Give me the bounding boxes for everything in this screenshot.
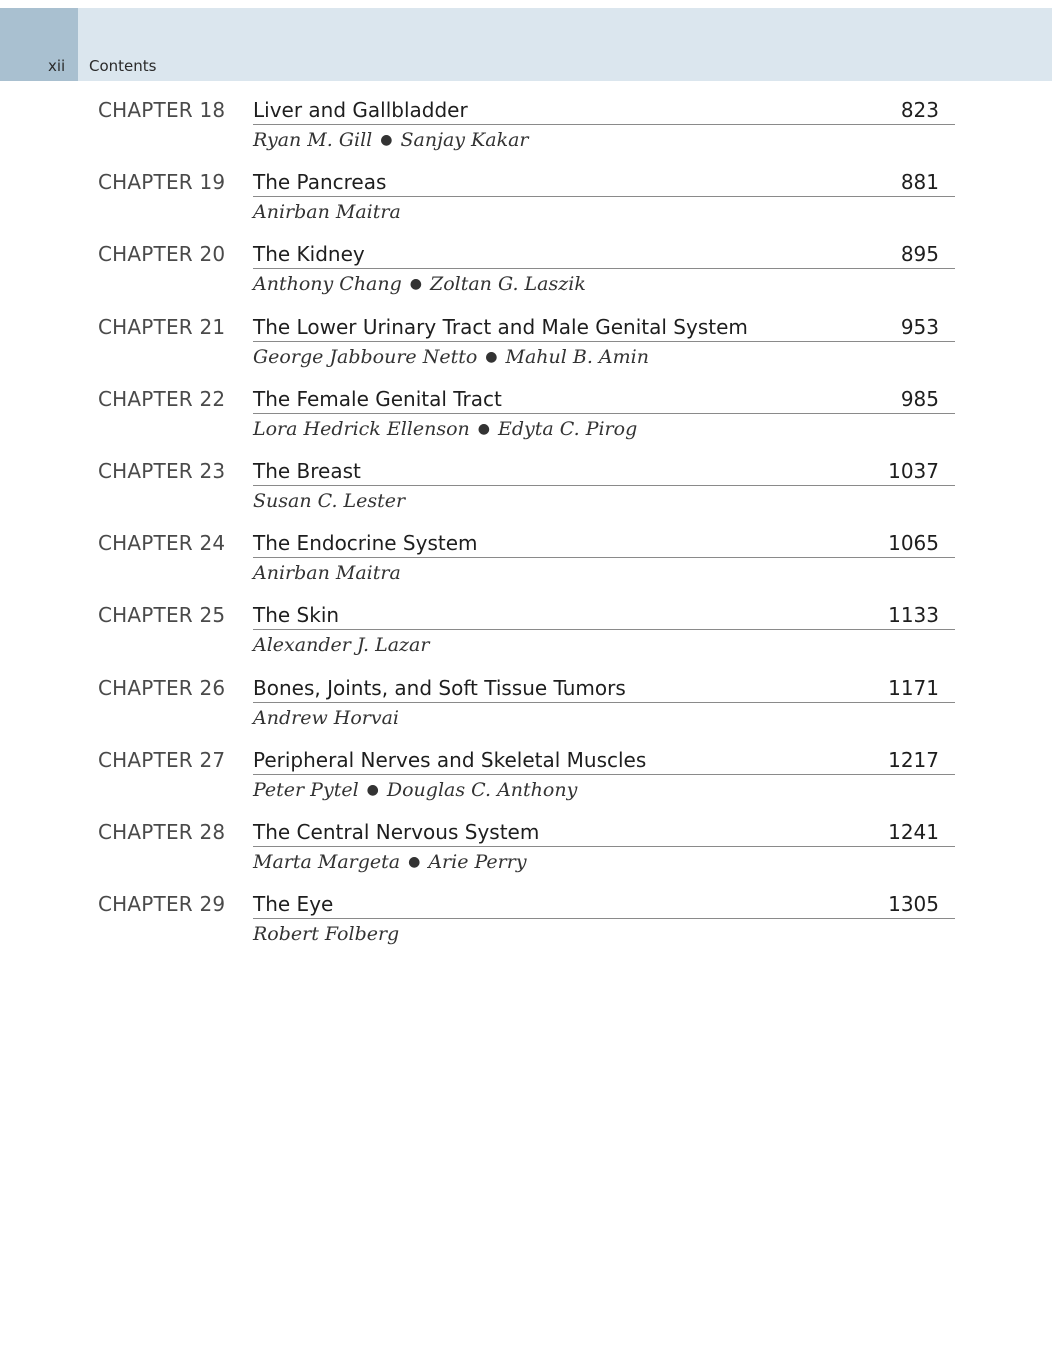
- chapter-page-number: 985: [900, 386, 939, 411]
- bullet-separator: ●: [408, 853, 421, 870]
- bullet-separator: ●: [366, 781, 379, 798]
- chapter-authors: [253, 560, 401, 586]
- chapter-page-number: 895: [900, 242, 939, 267]
- chapter-title: Liver and Gallbladder: [253, 98, 468, 122]
- author-name: Susan C. Lester: [253, 489, 406, 512]
- chapter-title-row: [253, 96, 955, 125]
- chapter-title-row: [253, 313, 955, 342]
- chapter-page-number: 1305: [888, 892, 939, 917]
- toc-entry: [0, 890, 1052, 962]
- chapter-label: CHAPTER 29: [98, 892, 226, 917]
- author-name: Arie Perry: [428, 850, 527, 873]
- chapter-label: CHAPTER 23: [98, 458, 226, 483]
- chapter-page-number: 823: [900, 98, 939, 122]
- page-number: xii: [48, 57, 66, 75]
- author-name: Douglas C. Anthony: [386, 778, 578, 801]
- chapter-title-row: [253, 818, 955, 847]
- chapter-page-number: 1241: [888, 819, 939, 844]
- chapter-label: CHAPTER 28: [98, 819, 226, 844]
- chapter-title: The Eye: [253, 892, 334, 917]
- chapter-title: The Skin: [253, 603, 340, 628]
- chapter-page-number: 953: [900, 314, 939, 339]
- toc-entry: [0, 746, 1052, 818]
- chapter-label: CHAPTER 19: [98, 170, 226, 195]
- author-name: George Jabboure Netto: [253, 345, 478, 368]
- toc-entry: [0, 457, 1052, 529]
- chapter-authors: [253, 921, 399, 947]
- chapter-authors: [253, 127, 529, 155]
- chapter-title-row: [253, 457, 955, 486]
- chapter-label: CHAPTER 18: [98, 98, 226, 122]
- chapter-title-row: [253, 601, 955, 630]
- chapter-title: The Kidney: [253, 242, 365, 267]
- chapter-authors: [253, 416, 637, 444]
- chapter-authors: [253, 632, 429, 658]
- chapter-authors: [253, 199, 401, 225]
- toc-entry: [0, 385, 1052, 457]
- chapter-page-number: 1037: [888, 458, 939, 483]
- author-name: Marta Margeta: [253, 850, 401, 873]
- author-name: Edyta C. Pirog: [497, 417, 638, 440]
- chapter-label: CHAPTER 25: [98, 603, 226, 628]
- author-name: Zoltan G. Laszik: [430, 273, 586, 296]
- toc-entry: [0, 818, 1052, 890]
- chapter-page-number: 1065: [888, 531, 939, 556]
- chapter-title: The Central Nervous System: [253, 819, 540, 844]
- chapter-title: The Breast: [253, 458, 361, 483]
- chapter-page-number: 1133: [888, 603, 939, 628]
- toc-entry: [0, 168, 1052, 240]
- chapter-label: CHAPTER 20: [98, 242, 226, 267]
- author-name: Anirban Maitra: [253, 562, 401, 585]
- chapter-title: The Lower Urinary Tract and Male Genital System: [253, 314, 748, 339]
- toc-entry: [0, 529, 1052, 601]
- chapter-page-number: 1217: [888, 747, 939, 772]
- chapter-title-row: [253, 529, 955, 558]
- author-name: Peter Pytel: [253, 778, 359, 801]
- chapter-title-row: [253, 168, 955, 197]
- toc-entry: [0, 240, 1052, 312]
- chapter-label: CHAPTER 26: [98, 675, 226, 700]
- table-of-contents: [0, 96, 1052, 962]
- author-name: Mahul B. Amin: [505, 345, 649, 368]
- toc-entry: [0, 313, 1052, 385]
- chapter-title: The Endocrine System: [253, 531, 478, 556]
- chapter-title: Bones, Joints, and Soft Tissue Tumors: [253, 675, 626, 700]
- chapter-authors: [253, 488, 405, 514]
- chapter-label: CHAPTER 21: [98, 314, 226, 339]
- running-head: Contents: [89, 57, 157, 75]
- toc-entry: [0, 601, 1052, 673]
- chapter-label: CHAPTER 27: [98, 747, 226, 772]
- author-name: Ryan M. Gill: [253, 129, 373, 151]
- author-name: Robert Folberg: [253, 923, 400, 946]
- author-name: Lora Hedrick Ellenson: [253, 417, 470, 440]
- chapter-authors: [253, 849, 527, 877]
- author-name: Alexander J. Lazar: [253, 634, 430, 657]
- header-band: [0, 8, 1052, 81]
- bullet-separator: ●: [485, 348, 498, 365]
- chapter-authors: [253, 705, 399, 731]
- toc-entry: [0, 674, 1052, 746]
- chapter-label: CHAPTER 22: [98, 386, 226, 411]
- bullet-separator: ●: [477, 420, 490, 437]
- chapter-title: The Pancreas: [253, 170, 387, 195]
- bullet-separator: ●: [380, 132, 393, 148]
- author-name: Andrew Horvai: [253, 706, 399, 729]
- chapter-title: The Female Genital Tract: [253, 386, 502, 411]
- chapter-title-row: [253, 890, 955, 919]
- chapter-title-row: [253, 674, 955, 703]
- chapter-title-row: [253, 240, 955, 269]
- chapter-page-number: 881: [900, 170, 939, 195]
- author-name: Sanjay Kakar: [400, 129, 529, 151]
- toc-entry: [0, 96, 1052, 168]
- chapter-title-row: [253, 385, 955, 414]
- chapter-title: Peripheral Nerves and Skeletal Muscles: [253, 747, 647, 772]
- header-tab: [0, 8, 78, 81]
- author-name: Anirban Maitra: [253, 201, 401, 224]
- chapter-authors: [253, 271, 586, 299]
- chapter-authors: [253, 344, 649, 372]
- chapter-authors: [253, 777, 577, 805]
- chapter-page-number: 1171: [888, 675, 939, 700]
- chapter-title-row: [253, 746, 955, 775]
- author-name: Anthony Chang: [253, 273, 402, 296]
- chapter-label: CHAPTER 24: [98, 531, 226, 556]
- bullet-separator: ●: [409, 276, 422, 293]
